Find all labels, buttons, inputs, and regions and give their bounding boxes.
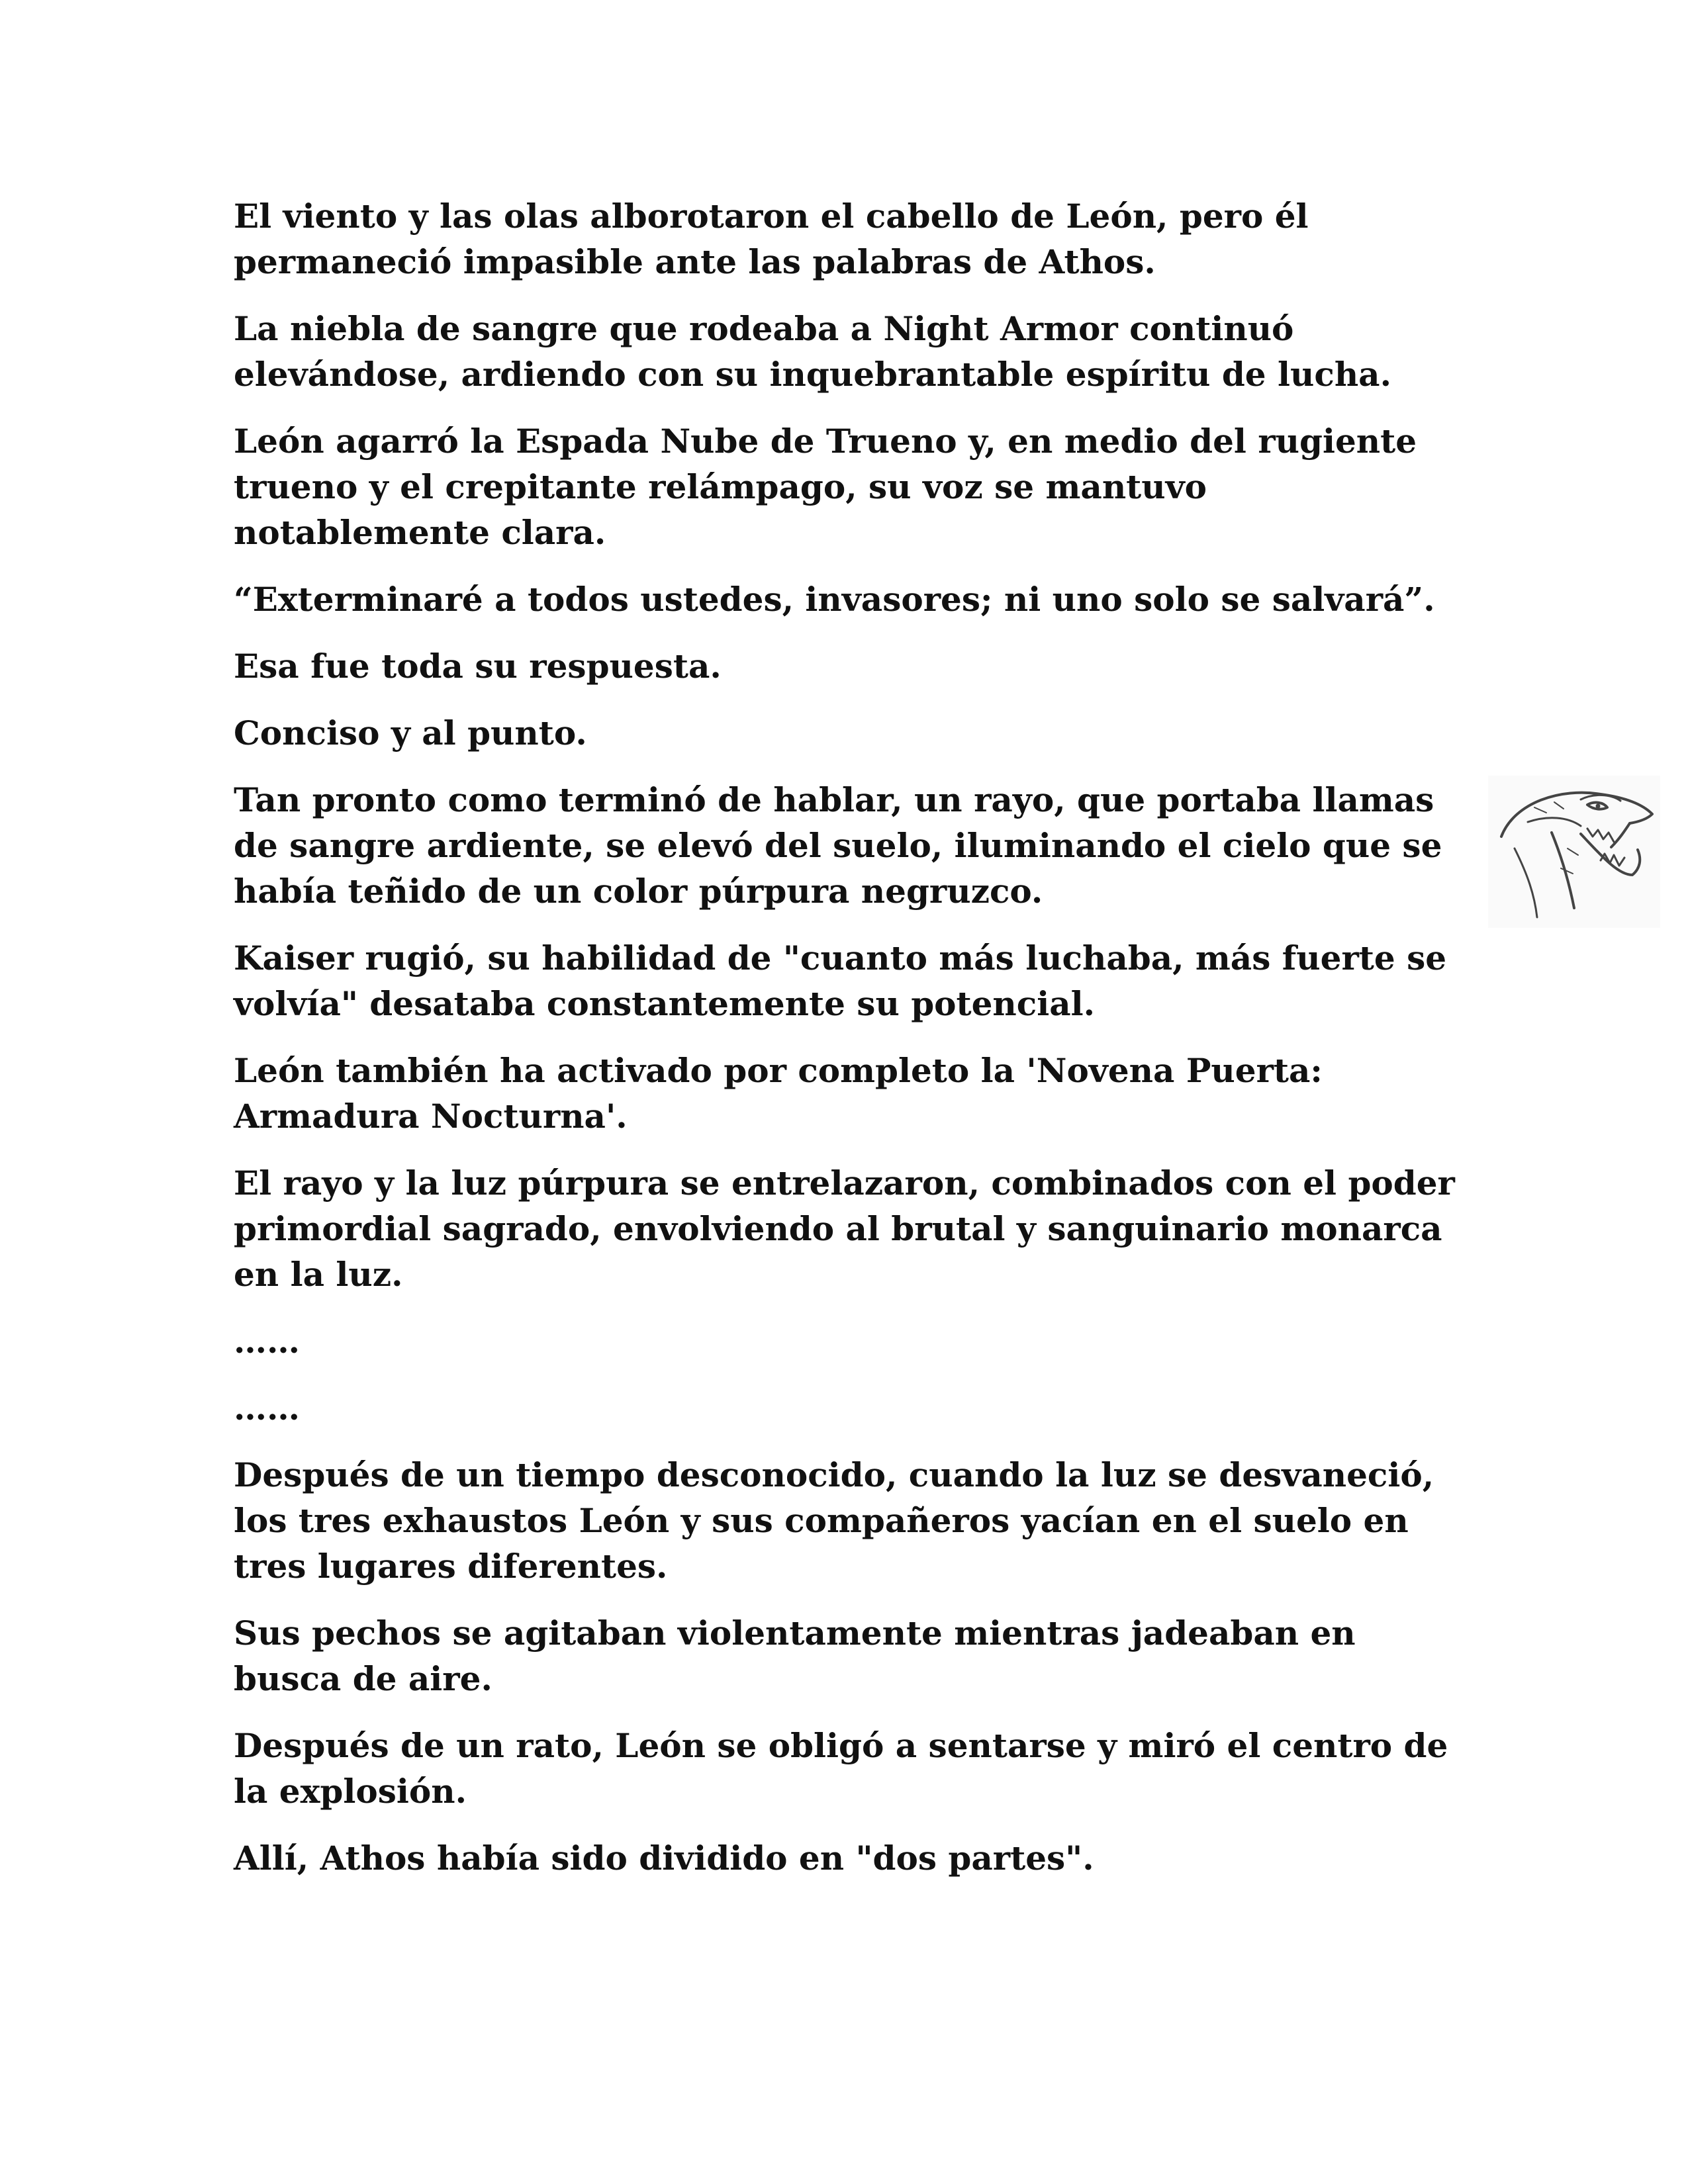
paragraph-12: Sus pechos se agitaban violentamente mientras jadeaban en busca de aire. [234, 1614, 1356, 1698]
paragraph-7: Tan pronto como terminó de hablar, un rayo, que portaba llamas de sangre ardiente, se elevó del suelo, iluminando el cielo que se había teñido de un color púrpura negruzco. [234, 780, 1442, 911]
paragraph-4: “Exterminaré a todos ustedes, invasores; ni uno solo se salvará”. [234, 580, 1435, 619]
paragraph-6: Conciso y al punto. [234, 713, 587, 752]
paragraph-14: Allí, Athos había sido dividido en "dos partes". [234, 1839, 1094, 1878]
dinosaur-sketch-icon [1488, 776, 1660, 928]
paragraph-5: Esa fue toda su respuesta. [234, 647, 722, 686]
paragraph-13: Después de un rato, León se obligó a sentarse y miró el centro de la explosión. [234, 1726, 1448, 1811]
paragraph-2: La niebla de sangre que rodeaba a Night Armor continuó elevándose, ardiendo con su inquebrantable espíritu de lucha. [234, 309, 1391, 394]
paragraph-10: El rayo y la luz púrpura se entrelazaron, combinados con el poder primordial sagrado, envolviendo al brutal y sanguinario monarca en la luz. [234, 1163, 1455, 1294]
scene-break-2: …… [234, 1388, 300, 1428]
scene-break-1: …… [234, 1322, 300, 1361]
paragraph-1: El viento y las olas alborotaron el cabello de León, pero él permaneció impasible ante las palabras de Athos. [234, 197, 1309, 281]
paragraph-11: Después de un tiempo desconocido, cuando la luz se desvaneció, los tres exhaustos León y sus compañeros yacían en el suelo en tres lugares diferentes. [234, 1455, 1434, 1586]
paragraph-3: León agarró la Espada Nube de Trueno y, en medio del rugiente trueno y el crepitante relámpago, su voz se mantuvo notablemente clara. [234, 422, 1417, 552]
paragraph-8: Kaiser rugió, su habilidad de "cuanto más luchaba, más fuerte se volvía" desataba constantemente su potencial. [234, 938, 1447, 1023]
paragraph-9: León también ha activado por completo la 'Novena Puerta: Armadura Nocturna'. [234, 1051, 1323, 1136]
text-body [234, 193, 1465, 1902]
